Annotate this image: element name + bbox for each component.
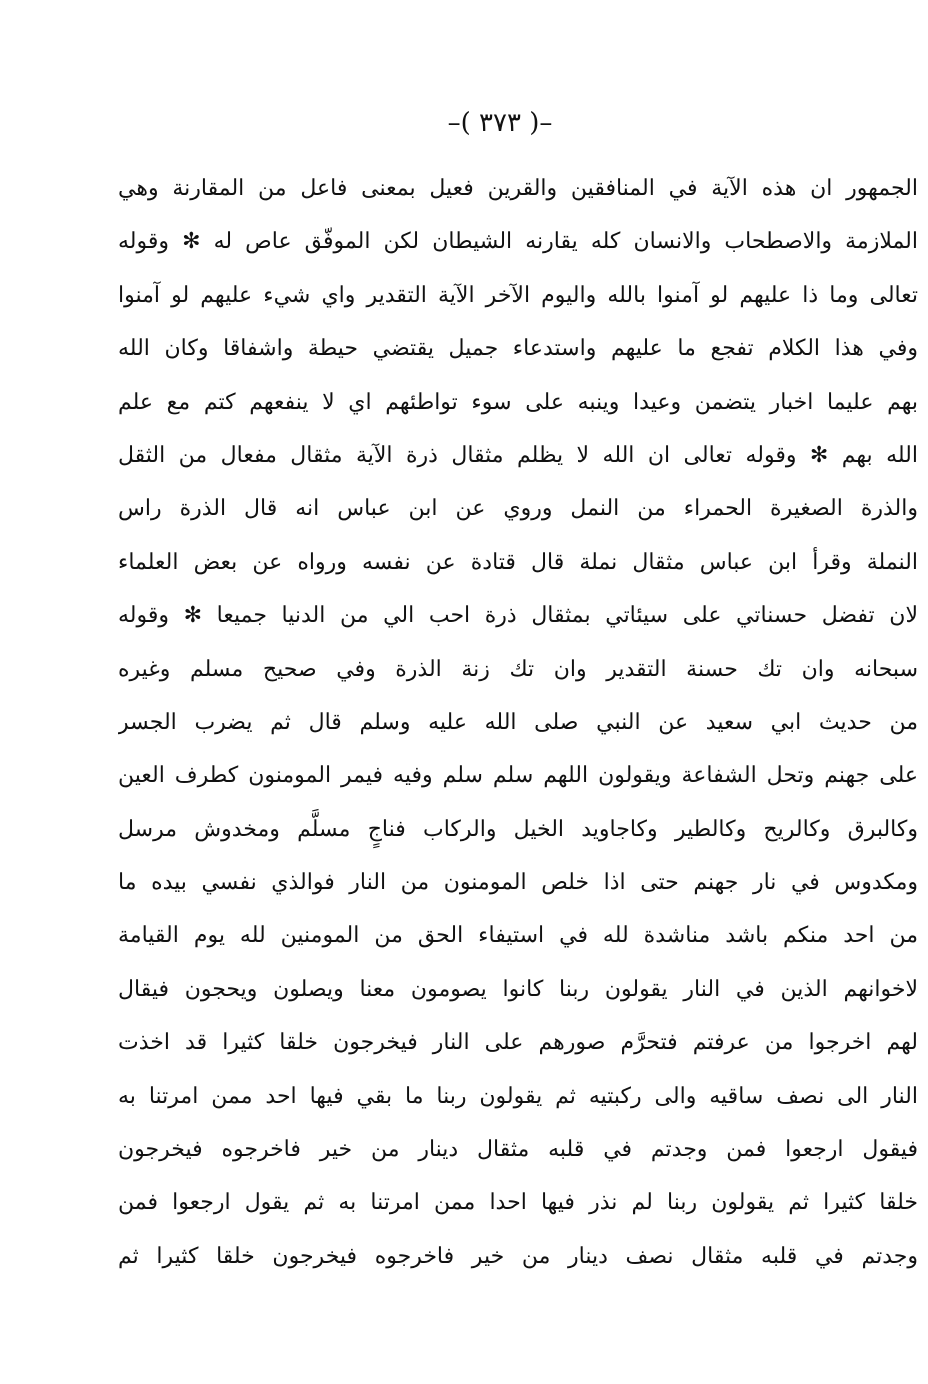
text-line: سبحانه وان تك حسنة التقدير وان تك زنة الذرة وفي صحيح مسلم وغيره <box>118 656 918 682</box>
text-line: من حديث ابي سعيد عن النبي صلى الله عليه وسلم قال ثم يضرب الجسر <box>118 709 918 735</box>
text-line: خلقا كثيرا ثم يقولون ربنا لم نذر فيها احدا ممن امرتنا به ثم يقول ارجعوا فمن <box>118 1190 918 1216</box>
text-line: من احد منكم باشد مناشدة لله في استيفاء الحق من المومنين لله يوم القيامة <box>118 923 918 949</box>
text-line: النار الى نصف ساقيه والى ركبتيه ثم يقولون ربنا ما بقي فيها احد ممن امرتنا به <box>118 1083 918 1109</box>
text-line: فيقول ارجعوا فمن وجدتم في قلبه مثقال دينار من خير فاخرجوه فيخرجون <box>118 1137 918 1163</box>
body-text <box>118 162 918 1283</box>
text-line: والذرة الصغيرة الحمراء من النمل وروي عن ابن عباس انه قال الذرة راس <box>118 496 918 522</box>
text-line: وفي هذا الكلام تفجع ما عليهم واستدعاء جميل يقتضي حيطة واشفاقا وكان الله <box>118 336 918 362</box>
text-line: الملازمة والاصطحاب والانسان كله يقارنه الشيطان لكن الموفّق عاص له ✻ وقوله <box>118 229 918 255</box>
text-line: ومكدوس في نار جهنم حتى اذا خلص المومنون من النار فوالذي نفسي بيده ما <box>118 870 918 896</box>
text-line: بهم عليما اخبار يتضمن وعيدا وينبه على سوء تواطئهم اي لا ينفعهم كتم مع علم <box>118 389 918 415</box>
text-line: الله بهم ✻ وقوله تعالى ان الله لا يظلم مثقال ذرة الآية مثقال مفعال من الثقل <box>118 442 918 468</box>
text-line: وجدتم في قلبه مثقال نصف دينار من خير فاخرجوه فيخرجون خلقا كثيرا ثم <box>118 1243 918 1269</box>
page-number: –( ٣٧٣ )– <box>447 108 553 138</box>
text-line: على جهنم وتحل الشفاعة ويقولون اللهم سلم سلم وفيه فيمر المومنون كطرف العين <box>118 763 918 789</box>
text-line: وكالبرق وكالريح وكالطير وكاجاويد الخيل والركاب فناجٍ مسلَّم ومخدوش مرسل <box>118 816 918 842</box>
text-line: لان تفضل حسناتي على سيئاتي بمثقال ذرة احب الي من الدنيا جميعا ✻ وقوله <box>118 603 918 629</box>
text-line: لاخوانهم الذين في النار يقولون ربنا كانوا يصومون معنا ويصلون ويحجون فيقال <box>118 976 918 1002</box>
text-line: تعالى وما ذا عليهم لو آمنوا بالله واليوم الآخر الآية التقدير واي شيء عليهم لو آمنوا <box>118 282 918 308</box>
text-line: لهم اخرجوا من عرفتم فتحرَّم صورهم على النار فيخرجون خلقا كثيرا قد اخذت <box>118 1030 918 1056</box>
text-line: الجمهور ان هذه الآية في المنافقين والقرين فعيل بمعنى فاعل من المقارنة وهي <box>118 176 918 201</box>
text-line: النملة وقرأ ابن عباس مثقال نملة قال قتادة عن نفسه ورواه عن بعض العلماء <box>118 549 918 575</box>
